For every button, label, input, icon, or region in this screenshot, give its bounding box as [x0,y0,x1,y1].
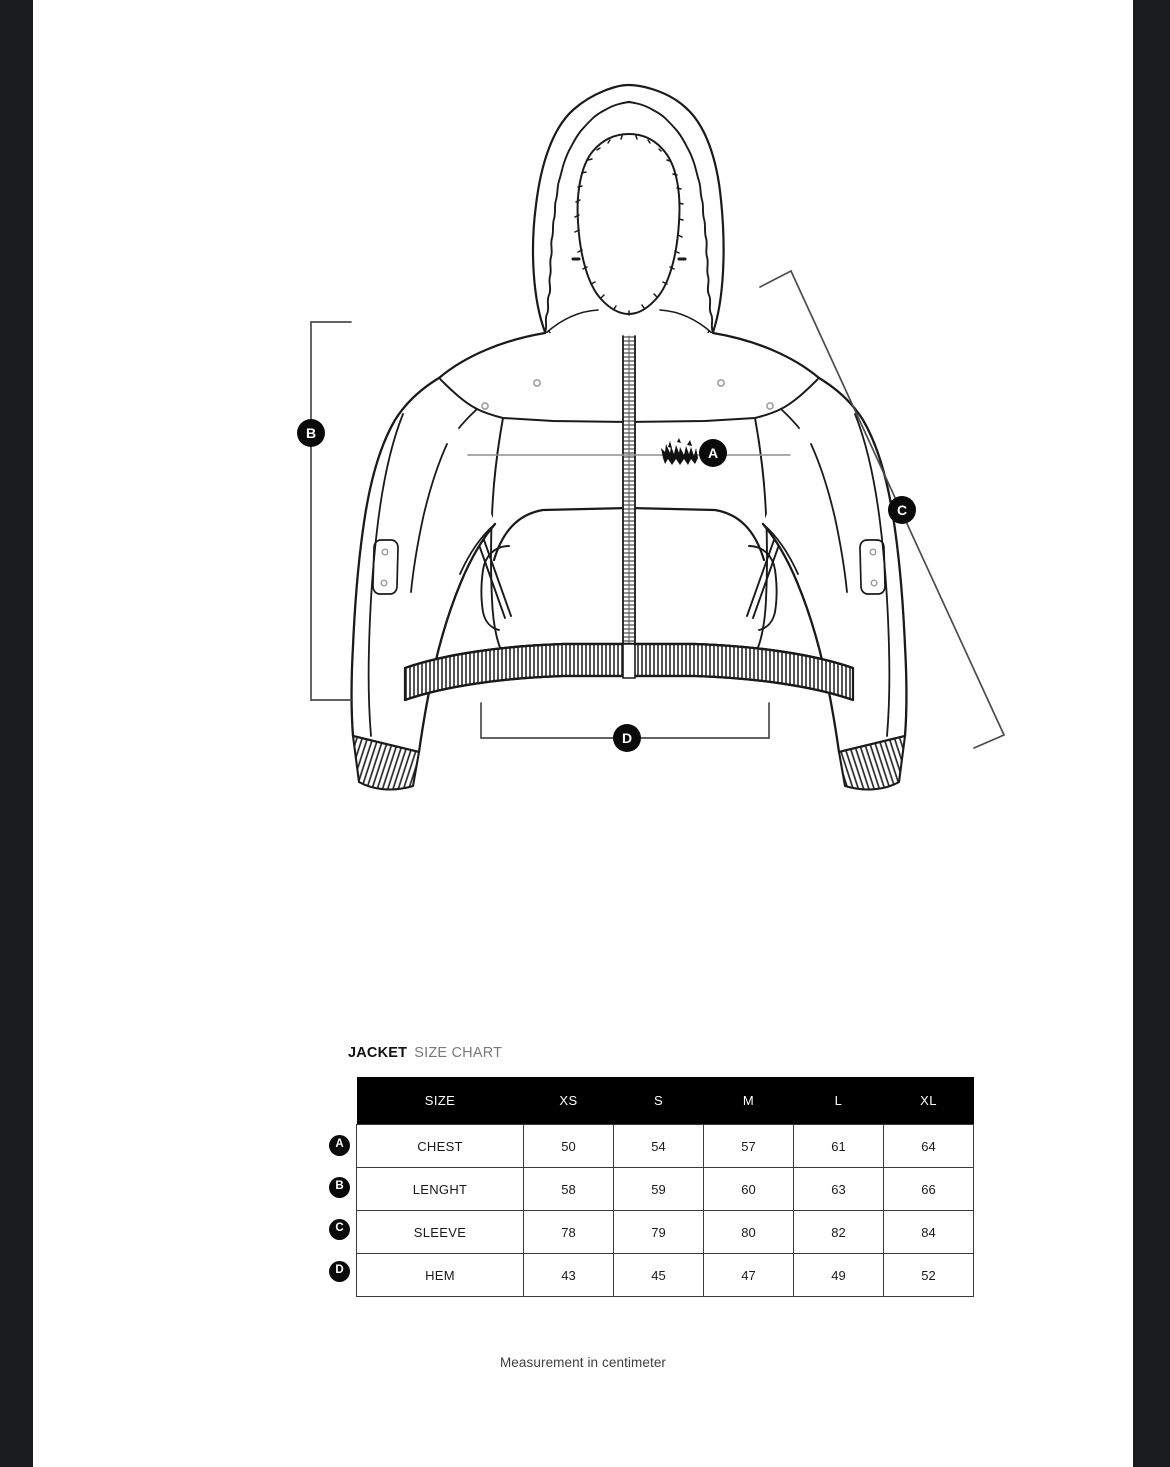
table-row [357,1211,974,1254]
chart-heading-label: SIZE CHART [414,1045,503,1061]
page-canvas [33,0,1133,1467]
table-header-row [357,1077,974,1125]
header-size-xl: XL [884,1077,974,1125]
drawing-marker-c [888,496,916,524]
row-marker-c [323,1208,356,1250]
measurement-unit-note: Measurement in centimeter [499,1355,667,1370]
cell-sleeve-s: 79 [614,1211,704,1254]
svg-text:C: C [896,502,908,518]
row-marker-column [323,1124,356,1292]
header-size: SIZE [357,1077,524,1125]
cell-sleeve-xl: 84 [884,1211,974,1254]
cell-hem-l: 49 [794,1254,884,1297]
row-marker-b [323,1166,356,1208]
cell-hem-m: 47 [704,1254,794,1297]
cell-sleeve-l: 82 [794,1211,884,1254]
row-label-hem: HEM [357,1254,524,1297]
cell-chest-xs: 50 [524,1125,614,1168]
badge-a: A [329,1135,350,1156]
drawing-marker-a [699,439,727,467]
drawing-marker-b [297,419,325,447]
cell-hem-xs: 43 [524,1254,614,1297]
svg-text:D: D [621,730,633,746]
header-size-l: L [794,1077,884,1125]
jacket-technical-drawing [33,0,1133,1000]
center-zipper [623,336,635,654]
screen-edge-left [0,0,33,1467]
row-label-sleeve: SLEEVE [357,1211,524,1254]
size-chart-section [323,1045,983,1297]
cell-lenght-m: 60 [704,1168,794,1211]
cell-lenght-l: 63 [794,1168,884,1211]
cell-chest-m: 57 [704,1125,794,1168]
cell-lenght-xl: 66 [884,1168,974,1211]
size-chart-table-wrap [323,1077,983,1297]
svg-text:B: B [305,425,317,441]
screen-edge-right [1133,0,1170,1467]
cell-lenght-s: 59 [614,1168,704,1211]
cell-hem-s: 45 [614,1254,704,1297]
svg-text:A: A [707,445,719,461]
row-marker-a [323,1124,356,1166]
cell-sleeve-m: 80 [704,1211,794,1254]
badge-b: B [329,1177,350,1198]
cell-hem-xl: 52 [884,1254,974,1297]
size-chart-table [356,1077,974,1297]
row-label-lenght: LENGHT [357,1168,524,1211]
chart-heading [348,1045,983,1061]
cell-sleeve-xs: 78 [524,1211,614,1254]
cell-chest-l: 61 [794,1125,884,1168]
table-row [357,1125,974,1168]
cell-chest-xl: 64 [884,1125,974,1168]
row-label-chest: CHEST [357,1125,524,1168]
badge-c: C [329,1219,350,1240]
header-size-s: S [614,1077,704,1125]
header-size-xs: XS [524,1077,614,1125]
cell-chest-s: 54 [614,1125,704,1168]
table-row [357,1254,974,1297]
cell-lenght-xs: 58 [524,1168,614,1211]
ribbed-hem [405,644,853,700]
measure-line-length [311,322,351,700]
drawing-marker-d [613,724,641,752]
header-size-m: M [704,1077,794,1125]
row-marker-d [323,1250,356,1292]
badge-d: D [329,1261,350,1282]
chart-heading-garment: JACKET [348,1045,408,1061]
table-row [357,1168,974,1211]
